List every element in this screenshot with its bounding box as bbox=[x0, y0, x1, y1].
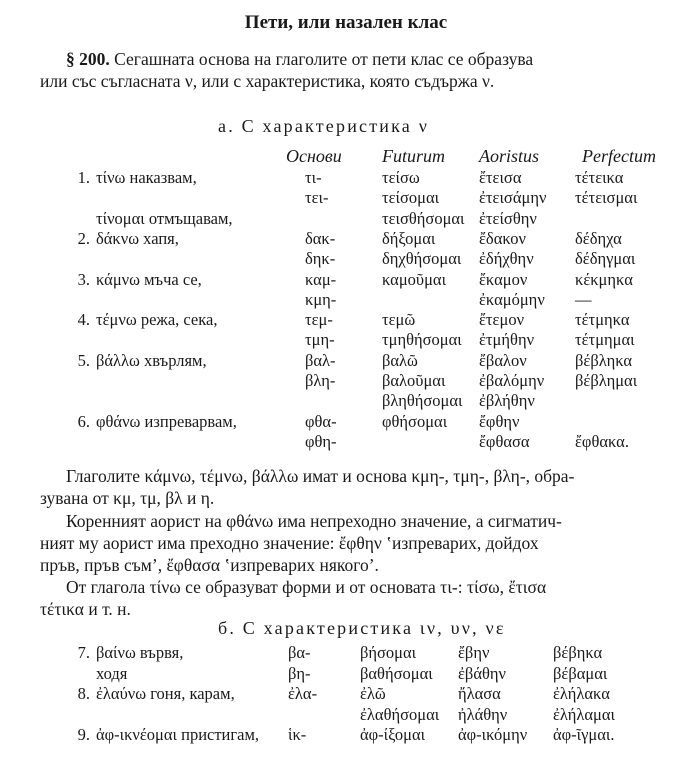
section-b-row-5-verb: ἀφ-ικνέομαι пристигам, bbox=[96, 725, 260, 744]
section-a-row-9-aor: ἐτμήθην bbox=[479, 330, 535, 350]
paragraph-2-line-2: ният му аорист има преходно значение: ἔφθην ‛изпреварих, дойдох bbox=[40, 533, 539, 553]
section-a-row-10-verb: βάλλω хвърлям, bbox=[96, 350, 207, 370]
section-a-row-6-verb: κάμνω мъча се, bbox=[96, 269, 202, 289]
section-b-row-4-aor: ἠλάθην bbox=[458, 704, 508, 724]
section-b-row-4-perf: ἐλήλαμαι bbox=[553, 704, 615, 724]
section-a-row-6-aor: ἔκαμον bbox=[479, 269, 528, 289]
intro-text-1: Сегашната основа на глаголите от пети клас се образува bbox=[114, 49, 534, 69]
section-a-heading bbox=[218, 116, 429, 137]
section-a-row-5-fut: δηχθήσομαι bbox=[382, 249, 462, 269]
paragraph-1-line-1: Глаголите κάμνω, τέμνω, βάλλω имат и основа κμη-, τμη-, βλη-, обра- bbox=[66, 466, 575, 486]
section-a-row-1-num: 1. bbox=[77, 168, 90, 187]
section-a-row-13-num: 6. bbox=[77, 411, 90, 431]
section-a-row-10-aor: ἔβαλον bbox=[479, 350, 527, 370]
section-a-row-11-stem: βλη- bbox=[305, 371, 336, 390]
section-b-heading bbox=[218, 618, 506, 639]
section-a-row-6-stem: καμ- bbox=[305, 269, 337, 289]
section-b-row-2-verb: ходя bbox=[96, 663, 128, 683]
section-number: § 200. bbox=[66, 49, 110, 69]
section-a-row-14-perf: ἔφθακα. bbox=[575, 431, 629, 451]
section-a-row-3-verb: τίνομαι отмъщавам, bbox=[96, 208, 233, 228]
section-b-row-1-verb: βαίνω вървя, bbox=[96, 643, 184, 662]
section-a-row-4-num: 2. bbox=[77, 228, 90, 248]
section-a-row-10-num: 5. bbox=[77, 350, 90, 370]
section-a-row-2-stem: τει- bbox=[305, 188, 329, 208]
section-a-row-10-fut: βαλῶ bbox=[382, 350, 418, 370]
paragraph-3-line-1: От глагола τίνω се образуват форми и от основата τι-: τίσω, ἔτισα bbox=[66, 577, 547, 597]
section-a-row-8-stem: τεμ- bbox=[305, 310, 333, 330]
section-b-row-2-stem: βη- bbox=[288, 663, 311, 683]
section-b-row-3-aor: ἤλασα bbox=[458, 684, 501, 703]
section-a-heading-suffix: ν bbox=[418, 116, 430, 136]
section-a-row-1-verb: τίνω наказвам, bbox=[96, 168, 197, 187]
paragraph-1-line-2: зувана от κμ, τμ, βλ и η. bbox=[40, 488, 215, 508]
section-a-row-13-verb: φθάνω изпреварвам, bbox=[96, 411, 237, 431]
section-a-row-10-stem: βαλ- bbox=[305, 350, 336, 370]
section-a-row-8-perf: τέτμηκα bbox=[575, 310, 630, 330]
page-title: Пети, или назален клас bbox=[244, 12, 448, 33]
section-a-row-13-stem: φθα- bbox=[305, 411, 337, 431]
section-a-row-13-fut: φθήσομαι bbox=[382, 411, 448, 431]
section-a-row-5-perf: δέδηγμαι bbox=[575, 249, 636, 269]
section-a-row-1-perf: τέτεικα bbox=[575, 168, 624, 187]
section-a-row-3-aor: ἐτείσθην bbox=[479, 208, 537, 228]
section-a-row-9-fut: τμηθήσομαι bbox=[382, 330, 462, 350]
section-b-row-5-perf: ἀφ-ῖγμαι. bbox=[553, 725, 615, 744]
section-a-row-4-fut: δήξομαι bbox=[382, 228, 436, 248]
section-b-row-5-aor: ἀφ-ικόμην bbox=[458, 725, 528, 744]
section-b-row-1-aor: ἔβην bbox=[458, 643, 490, 662]
section-b-row-3-fut: ἐλῶ bbox=[360, 684, 386, 703]
intro-line-1 bbox=[66, 48, 533, 70]
section-a-row-7-stem: κμη- bbox=[305, 289, 337, 309]
section-a-row-14-stem: φθη- bbox=[305, 431, 337, 451]
section-a-row-1-aor: ἔτεισα bbox=[479, 168, 522, 187]
section-b-heading-suffix: ιν, υν, νε bbox=[419, 618, 506, 638]
section-a-heading-text: a. С характеристика bbox=[218, 116, 412, 136]
section-a-row-5-aor: ἐδήχθην bbox=[479, 249, 534, 269]
section-a-row-12-fut: βληθήσομαι bbox=[382, 391, 463, 411]
column-header-perfectum: Perfectum bbox=[582, 146, 656, 166]
intro-line-2: или със съгласната ν, или с характеристика, която съдържа ν. bbox=[40, 71, 495, 91]
column-header-aoristus: Aoristus bbox=[479, 146, 540, 166]
section-a-row-6-fut: καμοῦμαι bbox=[382, 269, 447, 289]
section-a-row-5-stem: δηκ- bbox=[305, 249, 336, 269]
section-a-row-9-perf: τέτμημαι bbox=[575, 330, 635, 350]
section-a-row-4-aor: ἔδακον bbox=[479, 228, 527, 248]
section-a-row-3-fut: τεισθήσομαι bbox=[382, 208, 465, 228]
section-a-row-8-fut: τεμῶ bbox=[382, 310, 416, 330]
section-a-row-10-perf: βέβληκα bbox=[575, 350, 633, 370]
section-a-row-11-aor: ἐβαλόμην bbox=[479, 371, 545, 390]
section-b-row-1-fut: βήσομαι bbox=[360, 643, 417, 662]
section-a-row-7-perf: — bbox=[575, 289, 592, 309]
section-b-row-2-fut: βαθήσομαι bbox=[360, 663, 433, 683]
section-b-row-5-num: 9. bbox=[77, 725, 90, 744]
section-b-heading-text: б. С характеристика bbox=[218, 618, 414, 638]
section-a-row-11-perf: βέβλημαι bbox=[575, 371, 638, 390]
section-a-row-13-aor: ἔφθην bbox=[479, 411, 520, 431]
section-b-row-2-aor: ἐβάθην bbox=[458, 663, 506, 683]
section-b-row-2-perf: βέβαμαι bbox=[553, 663, 608, 683]
section-a-row-4-verb: δάκνω хапя, bbox=[96, 228, 179, 248]
section-a-row-8-num: 4. bbox=[77, 310, 90, 330]
section-a-row-2-perf: τέτεισμαι bbox=[575, 188, 638, 208]
section-a-row-6-perf: κέκμηκα bbox=[575, 269, 633, 289]
section-a-row-7-aor: ἐκαμόμην bbox=[479, 289, 545, 309]
column-header-futurum: Futurum bbox=[382, 146, 445, 166]
section-b-row-3-num: 8. bbox=[77, 684, 90, 703]
section-a-row-8-aor: ἔτεμον bbox=[479, 310, 525, 330]
section-b-row-1-num: 7. bbox=[77, 643, 90, 662]
section-b-row-1-stem: βα- bbox=[288, 643, 311, 662]
paragraph-3-line-2: τέτικα и т. н. bbox=[40, 599, 131, 619]
section-a-row-11-fut: βαλοῦμαι bbox=[382, 371, 446, 390]
section-a-row-2-aor: ἐτεισάμην bbox=[479, 188, 547, 208]
paragraph-2-line-3: пръв, пръв съм’, ἔφθασα ‛изпреварих някого’. bbox=[40, 555, 379, 575]
section-a-row-9-stem: τμη- bbox=[305, 330, 335, 350]
section-b-row-3-stem: ἐλα- bbox=[288, 684, 318, 703]
section-a-row-12-aor: ἐβλήθην bbox=[479, 391, 535, 411]
paragraph-2-line-1: Коренният аорист на φθάνω има непреходно значение, а сигматич- bbox=[66, 511, 562, 531]
section-a-row-14-aor: ἔφθασα bbox=[479, 431, 530, 451]
section-b-row-5-stem: ἱκ- bbox=[288, 725, 307, 744]
section-b-row-5-fut: ἀφ-ίξομαι bbox=[360, 725, 426, 744]
section-b-row-3-verb: ἐλαύνω гоня, карам, bbox=[96, 684, 235, 703]
section-a-row-1-stem: τι- bbox=[305, 168, 322, 187]
section-a-row-2-fut: τείσομαι bbox=[382, 188, 440, 208]
section-b-row-3-perf: ἐλήλακα bbox=[553, 684, 610, 703]
section-a-row-4-perf: δέδηχα bbox=[575, 228, 622, 248]
section-a-row-6-num: 3. bbox=[77, 269, 90, 289]
section-b-row-4-fut: ἐλαθήσομαι bbox=[360, 704, 440, 724]
section-a-row-8-verb: τέμνω режа, сека, bbox=[96, 310, 218, 330]
column-header-stems: Основи bbox=[286, 146, 342, 166]
section-a-row-1-fut: τείσω bbox=[382, 168, 420, 187]
section-b-row-1-perf: βέβηκα bbox=[553, 643, 603, 662]
section-a-row-4-stem: δακ- bbox=[305, 228, 336, 248]
